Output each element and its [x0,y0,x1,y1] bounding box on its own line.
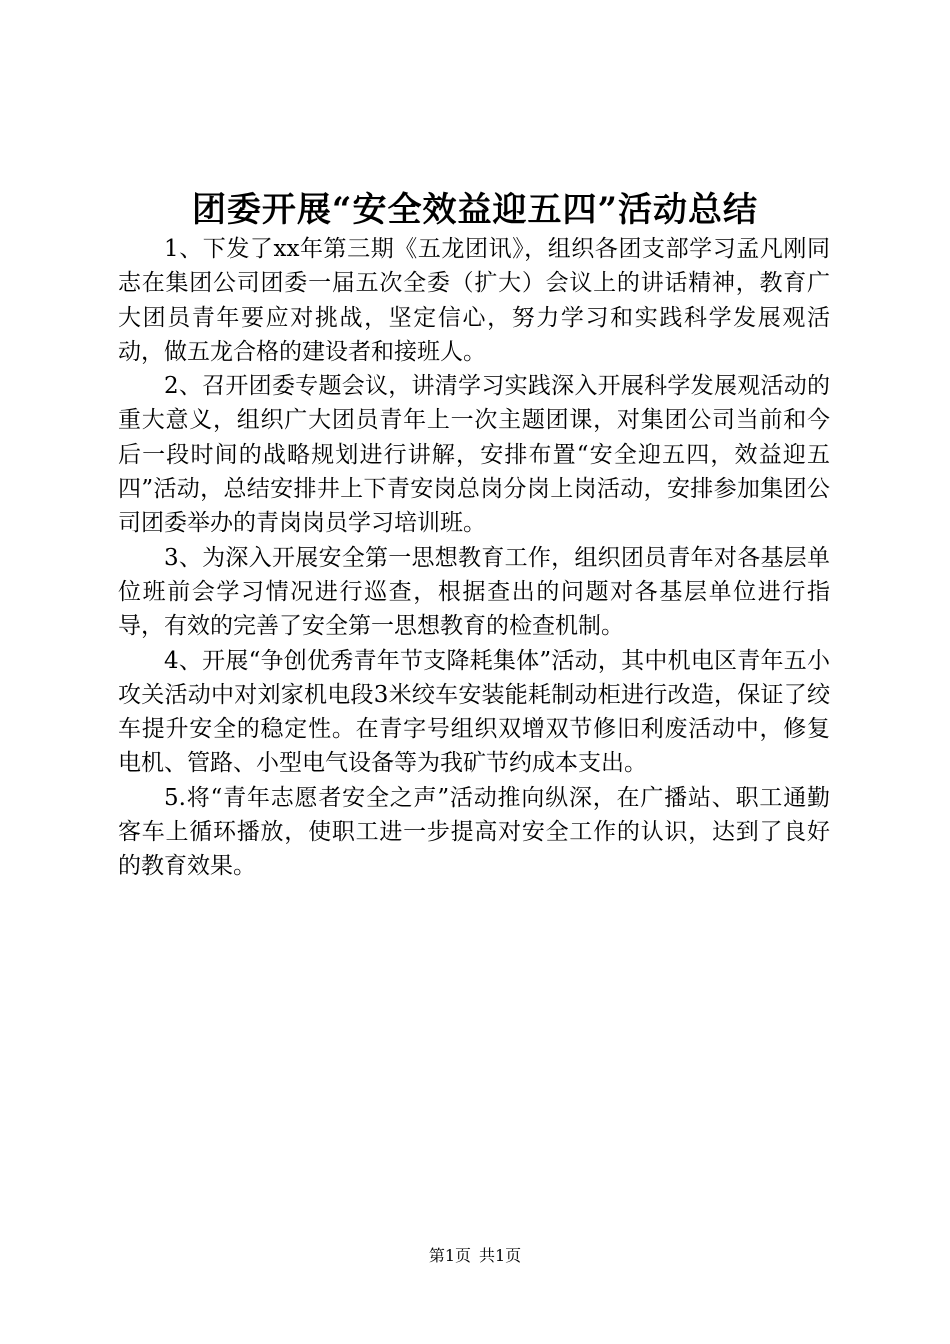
paragraph-5: 5.将“青年志愿者安全之声”活动推向纵深，在广播站、职工通勤客车上循环播放，使职工进一步提高对安全工作的认识，达到了良好的教育效果。 [118,784,830,880]
page-footer [0,1244,950,1268]
page-number: 第1页 [428,1246,471,1265]
paragraph-3: 3、为深入开展安全第一思想教育工作，组织团员青年对各基层单位班前会学习情况进行巡查，根据查出的问题对各基层单位进行指导，有效的完善了安全第一思想教育的检查机制。 [118,544,830,640]
paragraph-2: 2、召开团委专题会议，讲清学习实践深入开展科学发展观活动的重大意义，组织广大团员青年上一次主题团课，对集团公司当前和今后一段时间的战略规划进行讲解，安排布置“安全迎五四，效益迎五四”活动，总结安排井上下青安岗总岗分岗上岗活动，安排参加集团公司团委举办的青岗岗员学习培训班。 [118,373,830,537]
document-title: 团委开展“安全效益迎五四”活动总结 [191,190,759,230]
document-body [118,232,830,884]
page-total: 共1页 [479,1246,522,1265]
paragraph-4: 4、开展“争创优秀青年节支降耗集体”活动，其中机电区青年五小攻关活动中对刘家机电段3米绞车安装能耗制动柜进行改造，保证了绞车提升安全的稳定性。在青字号组织双增双节修旧利废活动中，修复电机、管路、小型电气设备等为我矿节约成本支出。 [118,647,830,777]
paragraph-1: 1、下发了xx年第三期《五龙团讯》，组织各团支部学习孟凡刚同志在集团公司团委一届五次全委（扩大）会议上的讲话精神，教育广大团员青年要应对挑战，坚定信心，努力学习和实践科学发展观活动，做五龙合格的建设者和接班人。 [118,236,830,365]
